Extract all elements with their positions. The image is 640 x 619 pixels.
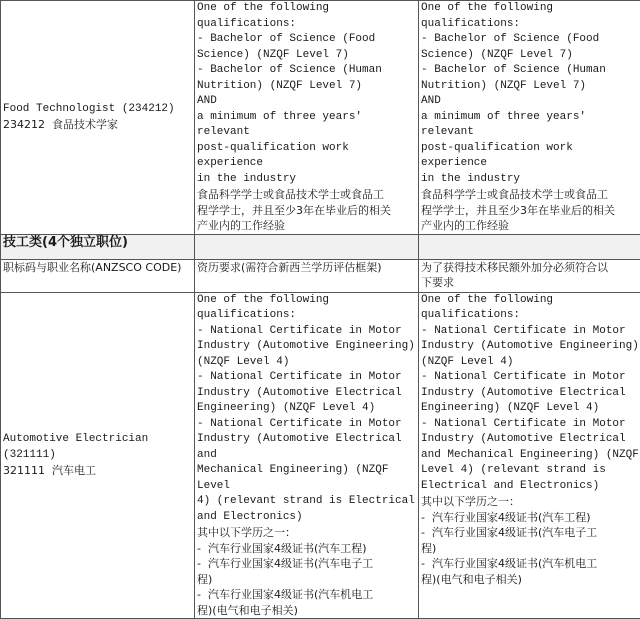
qualification-line-zh: 食品科学学士或食品技术学士或食品工	[197, 187, 417, 203]
table-row-food-technologist	[1, 1, 640, 235]
header-bonus-label: 为了获得技术移民额外加分必须符合以	[421, 260, 639, 276]
bonus-line-zh: 食品科学学士或食品技术学士或食品工	[421, 187, 639, 203]
qualification-line: and Electronics)	[197, 510, 417, 526]
section-row	[1, 234, 640, 259]
bonus-line-zh: - 汽车行业国家4级证书(汽车机电工	[421, 556, 639, 572]
qualification-line: Industry (Automotive Electrical	[197, 386, 417, 402]
bonus-line: (NZQF Level 4)	[421, 355, 639, 371]
qualification-line: Nutrition) (NZQF Level 7)	[197, 79, 417, 95]
qualification-cell	[195, 1, 419, 235]
qualification-line: - National Certificate in Motor	[197, 370, 417, 386]
header-qualification	[195, 259, 419, 292]
section-title: 技工类(4个独立职位)	[3, 235, 128, 250]
bonus-line: AND	[421, 94, 639, 110]
occupation-name: Automotive Electrician	[3, 432, 193, 448]
qualification-line-zh: - 汽车行业国家4级证书(汽车电子工	[197, 556, 417, 572]
bonus-line: - National Certificate in Motor	[421, 370, 639, 386]
bonus-line-zh: 程)	[421, 541, 639, 557]
qualification-line: Mechanical Engineering) (NZQF Level	[197, 463, 417, 494]
qualification-line: - National Certificate in Motor	[197, 324, 417, 340]
qualification-line: Science) (NZQF Level 7)	[197, 48, 417, 64]
qualification-line-zh: 程学学士，并且至少3年在毕业后的相关	[197, 203, 417, 219]
section-title-cell	[1, 234, 195, 259]
bonus-line: a minimum of three years' relevant	[421, 110, 639, 141]
bonus-line: and Mechanical Engineering) (NZQF	[421, 448, 639, 464]
occupation-cell	[1, 292, 195, 619]
qualification-line: One of the following	[197, 1, 417, 17]
bonus-line: - National Certificate in Motor	[421, 417, 639, 433]
bonus-line: Industry (Automotive Engineering)	[421, 339, 639, 355]
qualification-line: in the industry	[197, 172, 417, 188]
qualification-line: One of the following	[197, 293, 417, 309]
qualification-line: AND	[197, 94, 417, 110]
bonus-line: Engineering) (NZQF Level 4)	[421, 401, 639, 417]
bonus-line: Electrical and Electronics)	[421, 479, 639, 495]
occupation-cell	[1, 1, 195, 235]
header-bonus	[419, 259, 640, 292]
bonus-line: qualifications:	[421, 308, 639, 324]
table-row-automotive-electrician	[1, 292, 640, 619]
bonus-line: Industry (Automotive Electrical	[421, 432, 639, 448]
qualification-line: (NZQF Level 4)	[197, 355, 417, 371]
bonus-line: Science) (NZQF Level 7)	[421, 48, 639, 64]
bonus-line: - Bachelor of Science (Food	[421, 32, 639, 48]
qualification-line: qualifications:	[197, 308, 417, 324]
qualification-line-zh: - 汽车行业国家4级证书(汽车工程)	[197, 541, 417, 557]
qualification-line: - National Certificate in Motor	[197, 417, 417, 433]
occupation-name-zh: 321111 汽车电工	[3, 463, 193, 479]
bonus-line: Industry (Automotive Electrical	[421, 386, 639, 402]
bonus-line: One of the following	[421, 293, 639, 309]
header-bonus-label: 下要求	[421, 275, 639, 291]
occupation-name-zh: 234212 食品技术学家	[3, 117, 193, 133]
bonus-line-zh: - 汽车行业国家4级证书(汽车电子工	[421, 525, 639, 541]
header-occupation-label: 职标码与职业名称(ANZSCO CODE)	[3, 260, 193, 276]
bonus-line: One of the following	[421, 1, 639, 17]
qualification-line-zh: 产业内的工作经验	[197, 218, 417, 234]
qualification-line-zh: - 汽车行业国家4级证书(汽车机电工	[197, 587, 417, 603]
qualification-line-zh: 其中以下学历之一：	[197, 525, 417, 541]
bonus-cell	[419, 1, 640, 235]
bonus-line-zh: - 汽车行业国家4级证书(汽车工程)	[421, 510, 639, 526]
section-empty-cell	[195, 234, 419, 259]
bonus-line: qualifications:	[421, 17, 639, 33]
qualification-line: Industry (Automotive Engineering)	[197, 339, 417, 355]
occupation-name: Food Technologist (234212)	[3, 102, 193, 118]
qualification-line: post-qualification work experience	[197, 141, 417, 172]
qualification-line: a minimum of three years' relevant	[197, 110, 417, 141]
bonus-line-zh: 程)(电气和电子相关)	[421, 572, 639, 588]
qualification-line-zh: 程)	[197, 572, 417, 588]
bonus-line: Nutrition) (NZQF Level 7)	[421, 79, 639, 95]
bonus-line: - National Certificate in Motor	[421, 324, 639, 340]
qualification-cell	[195, 292, 419, 619]
header-row	[1, 259, 640, 292]
qualification-line: - Bachelor of Science (Food	[197, 32, 417, 48]
bonus-line: Level 4) (relevant strand is	[421, 463, 639, 479]
qualification-line: Engineering) (NZQF Level 4)	[197, 401, 417, 417]
bonus-line: - Bachelor of Science (Human	[421, 63, 639, 79]
qualification-line-zh: 程)(电气和电子相关)	[197, 603, 417, 619]
bonus-line: in the industry	[421, 172, 639, 188]
header-qualification-label: 资历要求(需符合新西兰学历评估框架)	[197, 260, 417, 276]
bonus-cell	[419, 292, 640, 619]
bonus-line-zh: 其中以下学历之一：	[421, 494, 639, 510]
header-occupation	[1, 259, 195, 292]
qualification-line: qualifications:	[197, 17, 417, 33]
qualification-line: - Bachelor of Science (Human	[197, 63, 417, 79]
bonus-line-zh: 程学学士，并且至少3年在毕业后的相关	[421, 203, 639, 219]
qualification-line: 4) (relevant strand is Electrical	[197, 494, 417, 510]
section-empty-cell	[419, 234, 640, 259]
occupation-code: (321111)	[3, 448, 193, 464]
bonus-line-zh: 产业内的工作经验	[421, 218, 639, 234]
bonus-line: post-qualification work experience	[421, 141, 639, 172]
qualification-line: Industry (Automotive Electrical and	[197, 432, 417, 463]
